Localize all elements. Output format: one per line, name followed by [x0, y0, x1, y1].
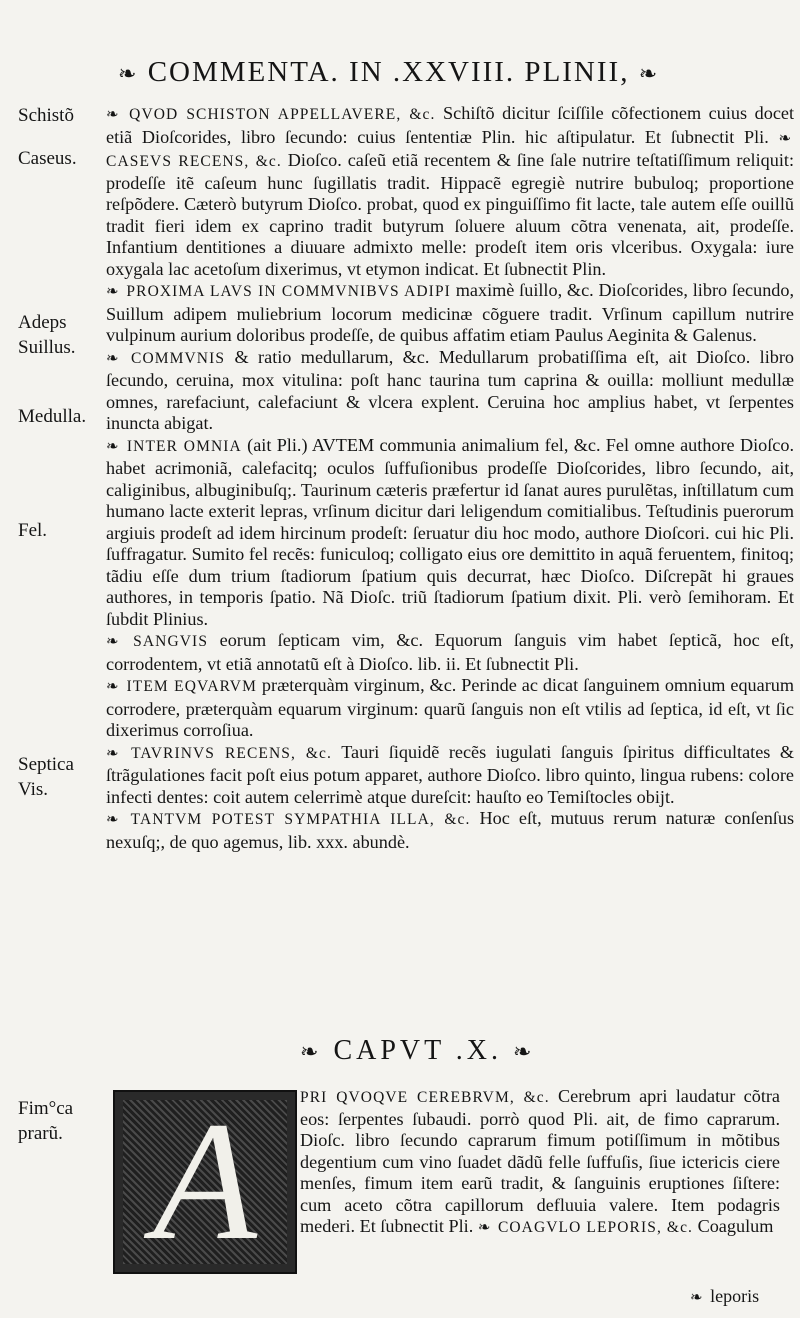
catchword-text: leporis	[710, 1286, 760, 1306]
fleuron-icon: ❧	[106, 107, 119, 123]
margin-note: Schistõ	[18, 105, 74, 126]
lemma: COAGVLO LEPORIS, &c.	[497, 1219, 694, 1236]
lemma: CASEVS RECENS, &c.	[106, 153, 282, 170]
lemma: INTER OMNIA	[126, 437, 242, 455]
paragraph-text: Hoc eſt, mutuus rerum naturæ conſenſus nexuſq;, de quo agemus, lib. xxx. abundè.	[106, 808, 795, 852]
paragraph-text: præterquàm virginum, &c. Perinde ac dicat ſanguinem omnium equarum corrodere, præterquàm equarum virginum: quarũ ſanguis non eſt vtilis ad ſeptica, id eſt, vt ſic dixerimus corroſiua.	[106, 675, 795, 740]
decorated-initial	[113, 1087, 297, 1275]
paragraph-text: Cerebrum apri laudatur cõtra eos: ſerpentes ſubaudi. porrò quod Pli. ait, de fimo caprarum. Dioſc. libro ſecundo caprarum fimum potiſſimum in mõtibus degentium cum vino ſuadet dãdũ felle ſuffuſis, ſiue ictericis ciere menſes, fimum item earũ tradit, & ſanguinis eruptiones ſiſtere: cum aceto cõtra capillorum defluuia valere. Item podagris mederi. Et ſubnectit Pli.	[300, 1086, 780, 1236]
fleuron-icon: ❧	[638, 61, 660, 86]
fleuron-icon: ❧	[690, 1290, 703, 1306]
initial-letter: A	[153, 1087, 257, 1275]
lemma: TAVRINVS RECENS, &c.	[131, 744, 332, 762]
paragraph-text: (ait Pli.) AVTEM communia animalium fel, &c. Fel omne authore Dioſco. habet acrimoniã, calefacitq; oculos ſuffuſionibus prodeſſe Dioſcorides, libro ſecundo, ait, caliginibus, albuginibuſq;. Taurinum cæteris præfertur id ſanat aures purulẽtas, inſtillatum cum humano lacte exterit lepras, vrſinum dicitur dari leligendum comitialibus. Teſtudinis puerorum argiuis prodeſt ad idem hircinum prodeſt: ſeruatur diu hoc modo, authore Dioſcori. cui hic Pli. ſuffragatur. Sumito fel recẽs: funiculoq; colligato eius ore demittito in aquã feruentem, finitoq; tãdiu eſſe dum trium ſtadiorum ſpatium quis decurrat, hæc Dioſco. Diſcrepãt hi graues authores, in temporis ſpatio. Nã Dioſc. triũ ſtadiorum ſpatium dixit. Pli. verò ſemihoram. Et ſubdit Plinius.	[106, 434, 795, 629]
fleuron-icon: ❧	[778, 130, 792, 147]
lemma: SANGVIS	[133, 633, 209, 650]
lemma: QVOD SCHISTON APPELLAVERE, &c.	[129, 106, 436, 123]
lemma: TANTVM POTEST SYMPATHIA ILLA, &c.	[130, 811, 471, 828]
margin-note: Medulla.	[18, 406, 87, 427]
fleuron-icon: ❧	[106, 350, 119, 367]
fleuron-icon: ❧	[512, 1039, 536, 1064]
paragraph-text: Tauri ſiquidẽ recẽs iugulati ſanguis ſpiritus difficultates & ſtrãgulationes facit poſt eius potum apparet, authore Dioſco. libro quinto, lingua rubens: colore infecti dentes: coit autem celerrimè atque dureſcit: hauſto eo Temiſtocles obijt.	[106, 741, 795, 807]
margin-note: Septica Vis.	[18, 754, 74, 800]
paragraph-text: Dioſco. caſeũ etiã recentem & ſine ſale nutrire teſtatiſſimum reliquit: prodeſſe itẽ caſeum hunc ſugillatis tradit. Hippacẽ egregiè nutrire bubuloq; proportione reſpõdere. Cæterò butyrum Dioſco. probat, quod ex pinguiſſimo fit lacte, tale autem eſſe ouillũ tradit fieri idem ex caprino tradit butyrum ſoluere aluum cõtra venenata, ait, prodeſſe. Infantium dentitiones a diuuare admixto melle: prodeſt item oris vlceribus. Oxygala: iure oxygala lac acetoſum dixerimus, vt etymon indicat. Et ſubnectit Plin.	[106, 150, 794, 279]
header-title: COMMENTA. IN .XXVIII. PLINII,	[147, 56, 630, 88]
lemma: COMMVNIS	[131, 349, 226, 367]
paragraph-text: & ratio medullarum, &c. Medullarum probatiſſima eſt, ait Dioſco. libro ſecundo, ceruina, mox vitulina: poſt hanc taurina tum caprina & ouilla: molliunt medullæ omnes, rarefaciunt, calefaciunt & vlcera explent. Ceruina hoc amplius habet, vt ſerpentes inuncta abigat.	[106, 346, 795, 433]
fleuron-icon: ❧	[300, 1039, 323, 1064]
fleuron-icon: ❧	[106, 745, 119, 762]
paragraph-text: maximè ſuillo, &c. Dioſcorides, libro ſecundo, Suillum adipem muliebrium locorum medicinæ cõguere tradit. Vrſinum capillum nutrire vulpinum aurium doloribus prodeſſe, de quibus affatim etiam Paulus Aeginita & Galenus.	[106, 280, 795, 345]
lemma: PRI QVOQVE CEREBRVM, &c.	[300, 1089, 550, 1106]
lemma: ITEM EQVARVM	[126, 678, 257, 695]
paragraph	[106, 103, 794, 853]
lemma: PROXIMA LAVS IN COMMVNIBVS ADIPI	[126, 283, 451, 300]
chapter-title: CAPVT .X.	[333, 1035, 502, 1066]
fleuron-icon: ❧	[106, 634, 119, 650]
running-header	[118, 56, 778, 89]
chapter-heading	[300, 1035, 600, 1067]
margin-note: Adeps Suillus.	[18, 312, 76, 358]
fleuron-icon: ❧	[106, 284, 119, 300]
fleuron-icon: ❧	[118, 61, 139, 86]
chapter-paragraph	[300, 1086, 780, 1240]
fleuron-icon: ❧	[106, 438, 119, 455]
paragraph-text: Coagulum	[697, 1216, 774, 1236]
margin-note: Caseus.	[18, 148, 77, 169]
paragraph-text: eorum ſepticam vim, &c. Equorum ſanguis vim habet ſepticã, hoc eſt, corrodentem, vt etiã annotatũ eſt à Dioſco. lib. ii. Et ſubnectit Pli.	[106, 630, 794, 674]
catchword	[690, 1286, 759, 1307]
margin-note: Fim°ca prarũ.	[18, 1098, 74, 1144]
fleuron-icon: ❧	[106, 812, 119, 828]
margin-note: Fel.	[18, 520, 48, 541]
fleuron-icon: ❧	[106, 679, 119, 695]
fleuron-icon: ❧	[477, 1220, 491, 1236]
paragraph-text: Schiſtõ dicitur ſciſſile cõfectionem cuius docet etiã Dioſcorides, libro ſecundo: cuius ſententiæ Plin. hic aſtipulatur. Et ſubnectit Pli.	[106, 103, 795, 147]
